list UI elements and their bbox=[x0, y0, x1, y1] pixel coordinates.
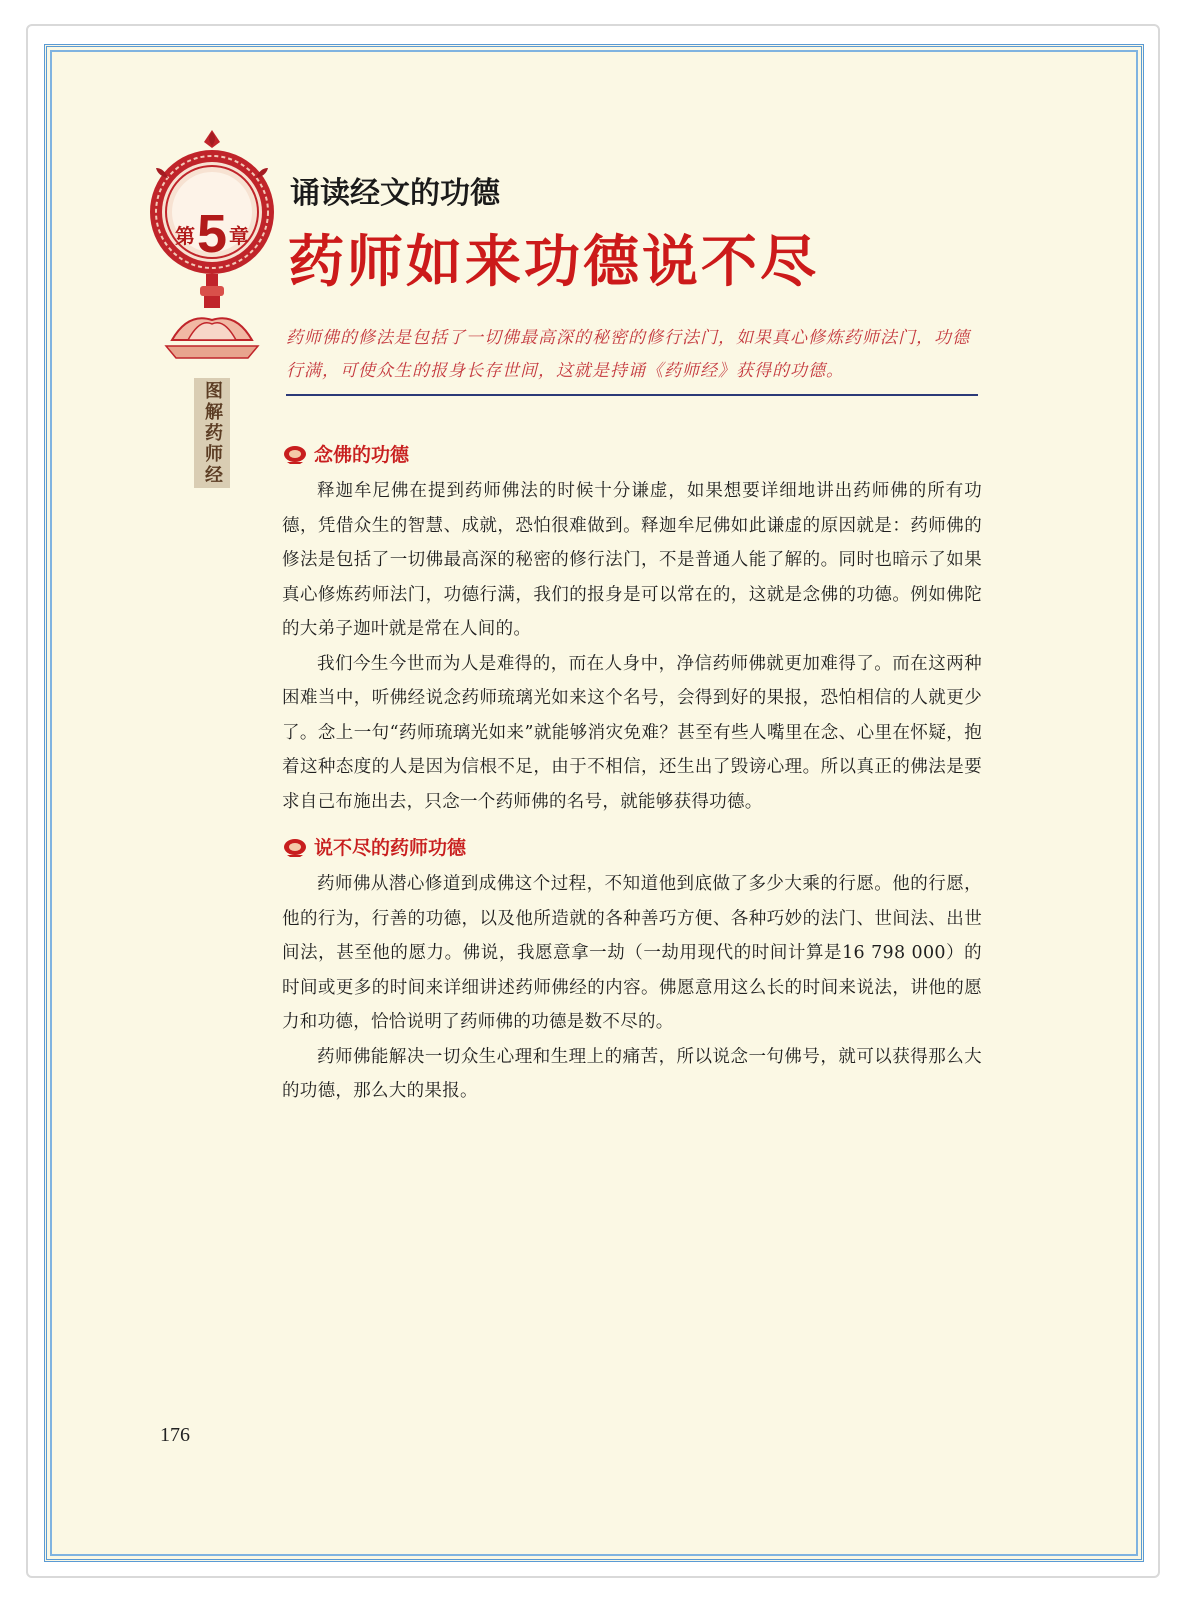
intro-divider bbox=[286, 394, 978, 396]
chapter-intro: 药师佛的修法是包括了一切佛最高深的秘密的修行法门，如果真心修炼药师法门，功德行满，可使众生的报身长存世间，这就是持诵《药师经》获得的功德。 bbox=[286, 328, 970, 381]
lotus-bullet-icon bbox=[282, 442, 308, 464]
chapter-number: 5 bbox=[196, 204, 228, 264]
chapter-title: 药师如来功德说不尽 bbox=[288, 229, 819, 295]
section-heading bbox=[282, 436, 982, 470]
chapter-body bbox=[282, 436, 982, 1109]
lotus-bullet-icon bbox=[282, 835, 308, 857]
section-paragraph: 药师佛从潜心修道到成佛这个过程，不知道他到底做了多少大乘的行愿。他的行愿，他的行为，行善的功德，以及他所造就的各种善巧方便、各种巧妙的法门、世间法、出世间法，甚至他的愿力。佛说，我愿意拿一劫（一劫用现代的时间计算是16 798 000）的时间或更多的时间来详细讲述药师佛经的内容。佛愿意用这么长的时间来说法，讲他的愿力和功德，恰恰说明了药师佛的功德是数不尽的。 bbox=[282, 874, 982, 1032]
section-heading bbox=[282, 829, 982, 863]
section-paragraph: 药师佛能解决一切众生心理和生理上的痛苦，所以说念一句佛号，就可以获得那么大的功德，那么大的果报。 bbox=[282, 1046, 982, 1101]
page-number: 176 bbox=[160, 1424, 190, 1446]
chapter-number-badge bbox=[158, 204, 266, 264]
section-paragraph: 我们今生今世而为人是难得的，而在人身中，净信药师佛就更加难得了。而在这两种困难当中，听佛经说念药师琉璃光如来这个名号，会得到好的果报，恐怕相信的人就更少了。念上一句“药师琉璃光如来”就能够消灾免难？甚至有些人嘴里在念、心里在怀疑，抱着这种态度的人是因为信根不足，由于不相信，还生出了毁谤心理。所以真正的佛法是要求自己布施出去，只念一个药师佛的名号，就能够获得功德。 bbox=[282, 653, 982, 812]
section-heading-text: 说不尽的药师功德 bbox=[314, 837, 467, 859]
section-paragraph: 释迦牟尼佛在提到药师佛法的时候十分谦虚，如果想要详细地讲出药师佛的所有功德，凭借众生的智慧、成就，恐怕很难做到。释迦牟尼佛如此谦虚的原因就是：药师佛的修法是包括了一切佛最高深的秘密的修行法门，不是普通人能了解的。同时也暗示了如果真心修炼药师法门，功德行满，我们的报身是可以常在的，这就是念佛的功德。例如佛陀的大弟子迦叶就是常在人间的。 bbox=[282, 481, 982, 639]
section-heading-text: 念佛的功德 bbox=[314, 444, 410, 466]
chapter-prefix: 第 bbox=[174, 225, 195, 248]
chapter-suffix: 章 bbox=[229, 225, 250, 248]
chapter-subtitle: 诵读经文的功德 bbox=[290, 176, 500, 211]
side-tab-label: 图解药师经 bbox=[202, 380, 223, 486]
book-side-tab bbox=[194, 378, 230, 488]
